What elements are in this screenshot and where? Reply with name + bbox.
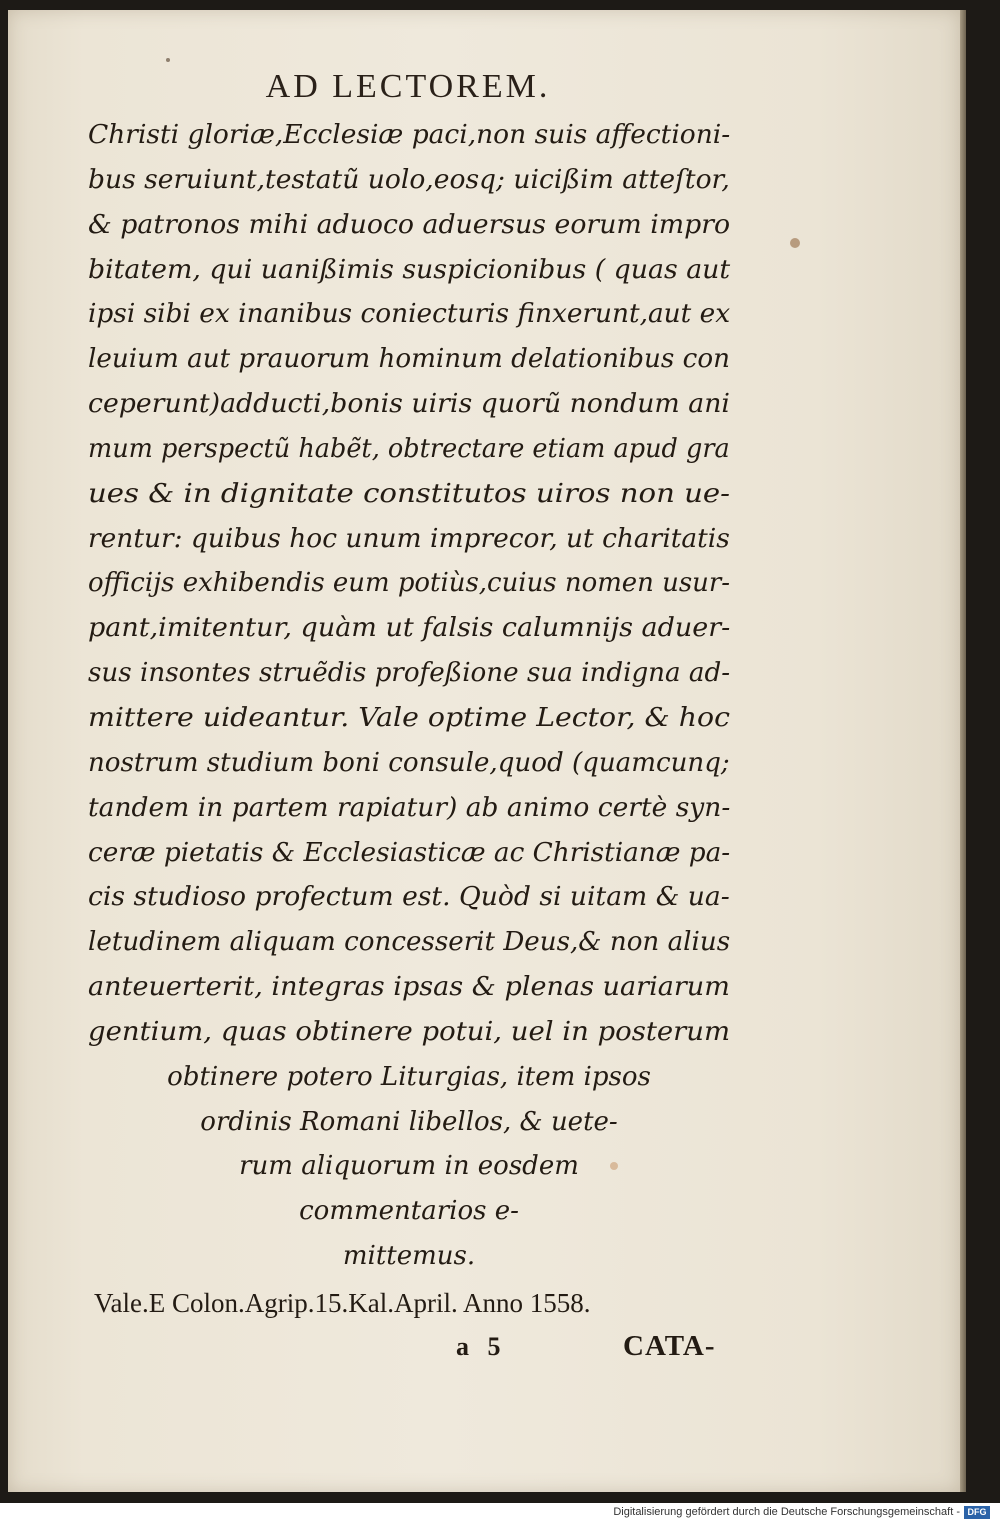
text-line: Christi gloriæ,Ecclesiæ paci,non suis affectioni- — [88, 120, 731, 150]
running-head: AD LECTOREM. — [265, 68, 551, 105]
text-line: bus seruiunt,testatũ uolo,eosq; uicißim atteſtor, — [88, 164, 730, 195]
colophon: Vale.E Colon.Agrip.15.Kal.April. Anno 1558. — [94, 1288, 591, 1318]
text-line: letudinem aliquam concesserit Deus,& non alius — [88, 927, 731, 958]
text-line: ordinis Romani libellos, & uete- — [200, 1106, 618, 1137]
text-line: anteuerterit, integras ipsas & plenas uariarum — [88, 972, 730, 1003]
text-line: mum perspectũ habẽt, obtrectare etiam apud gra — [88, 433, 730, 464]
text-line: rum aliquorum in eosdem — [239, 1151, 579, 1182]
text-line: gentium, quas obtinere potui, uel in posterum — [88, 1016, 731, 1047]
paper-stain — [166, 58, 170, 62]
signature-mark: a 5 — [456, 1332, 507, 1361]
text-line: ues & in dignitate constitutos uiros non ue- — [88, 478, 731, 509]
text-line: nostrum studium boni consule,quod (quamcunq; — [88, 747, 730, 778]
funding-credit: Digitalisierung gefördert durch die Deutsche Forschungsgemeinschaft - — [613, 1506, 960, 1518]
text-line: commentarios e- — [299, 1196, 519, 1227]
text-line: ceræ pietatis & Ecclesiasticæ ac Christianæ pa- — [88, 837, 731, 868]
paper-stain — [790, 238, 800, 248]
text-line: pant,imitentur, quàm ut falsis calumnijs aduer- — [88, 613, 731, 644]
text-line: bitatem, qui uanißimis suspicionibus ( quas aut — [88, 254, 731, 285]
text-line: & patronos mihi aduoco aduersus eorum impro — [88, 209, 731, 240]
text-line: obtinere potero Liturgias, item ipsos — [167, 1061, 651, 1092]
text-line: officijs exhibendis eum potiùs,cuius nomen usur- — [88, 568, 731, 599]
text-line: rentur: quibus hoc unum imprecor, ut charitatis — [88, 523, 730, 554]
footer-bar — [0, 1503, 1000, 1523]
paper-stain — [610, 1162, 618, 1170]
text-line: ipsi sibi ex inanibus coniecturis finxerunt,aut ex — [88, 299, 731, 330]
body-text — [88, 113, 730, 1279]
dfg-logo: DFG — [964, 1506, 990, 1519]
catchword: CATA- — [623, 1330, 716, 1362]
text-line: tandem in partem rapiatur) ab animo certè syn- — [88, 792, 731, 823]
text-line: mittemus. — [342, 1241, 476, 1272]
book-page — [8, 10, 960, 1492]
text-line: mittere uideantur. Vale optime Lector, & hoc — [88, 702, 730, 733]
text-line: cis studioso profectum est. Quòd si uitam & ua- — [88, 882, 730, 913]
text-line: ceperunt)adducti,bonis uiris quorũ nondum ani — [88, 389, 730, 420]
text-line: sus insontes struẽdis profeßione sua indigna ad- — [88, 658, 731, 689]
text-line: leuium aut prauorum hominum delationibus con — [88, 344, 730, 375]
